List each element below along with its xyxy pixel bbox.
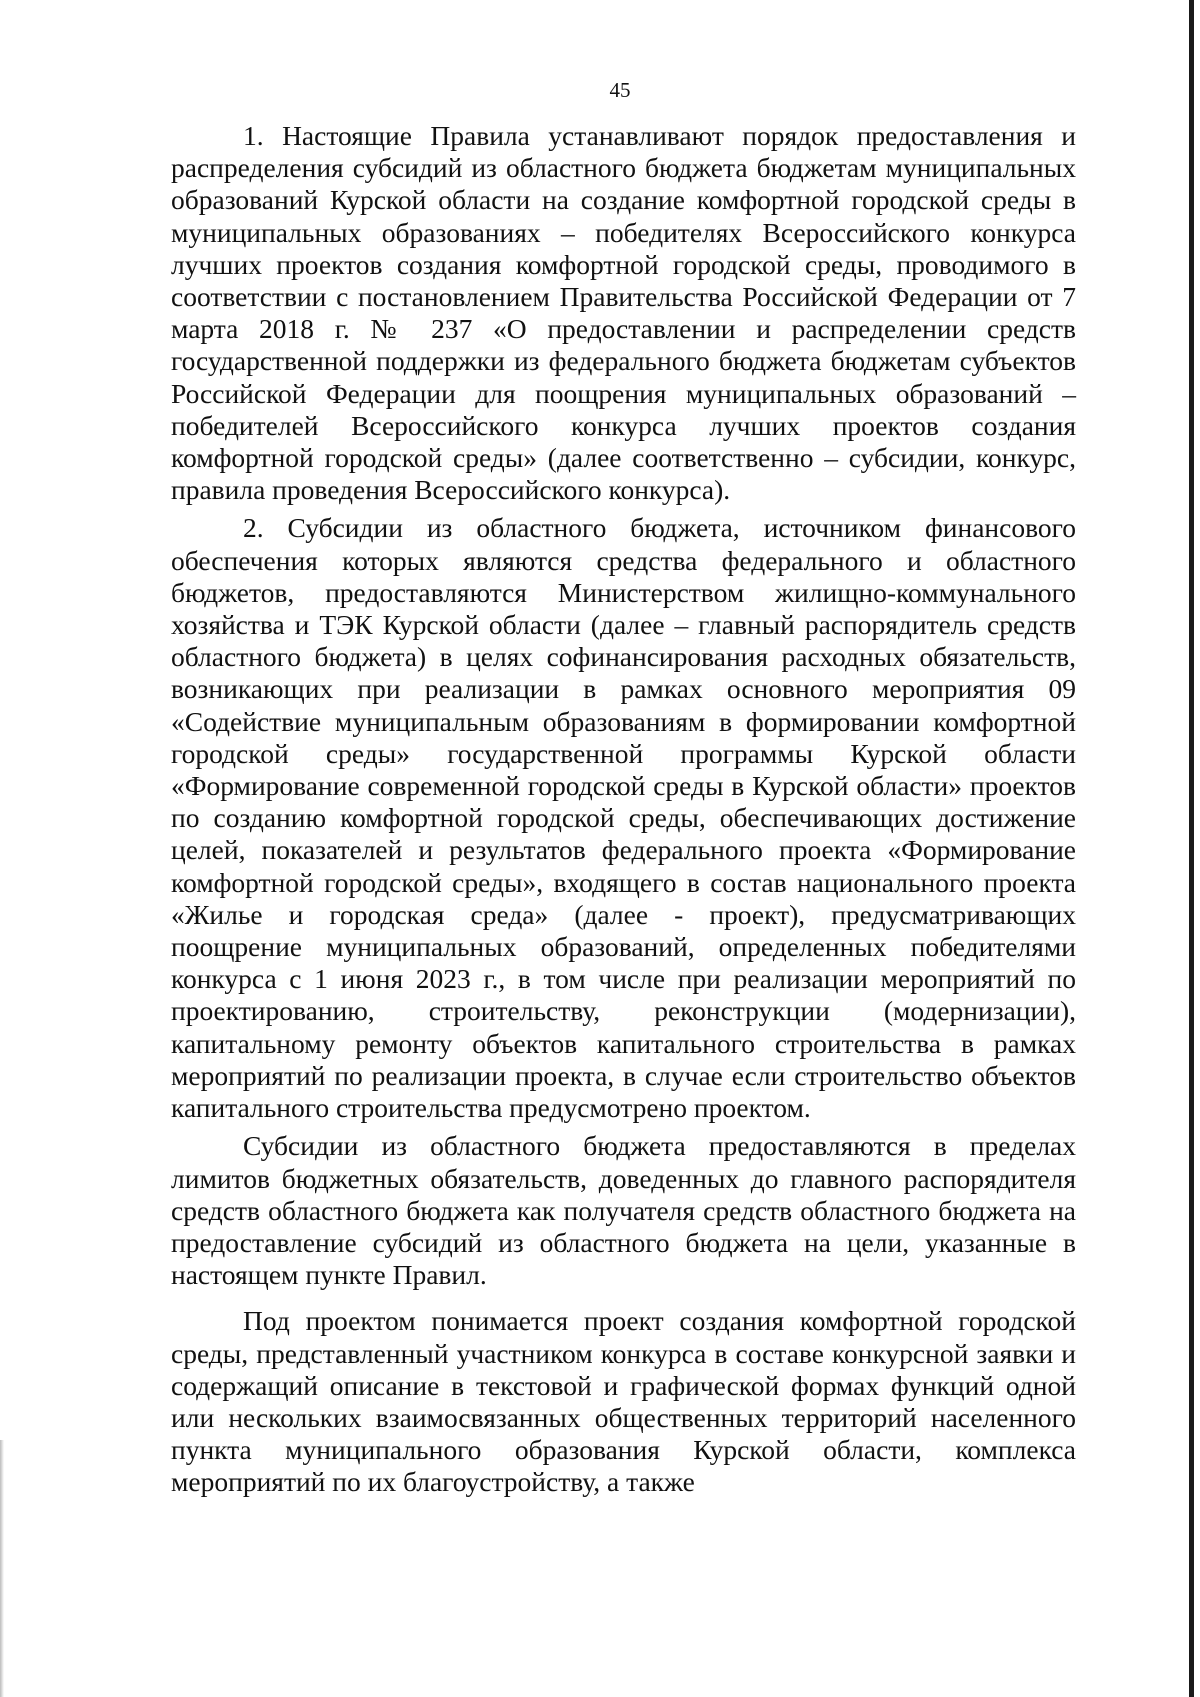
paragraph-3: Субсидии из областного бюджета предоставляются в пределах лимитов бюджетных обязательств, доведенных до главного распорядителя средств областного бюджета как получателя средств областного бюджета на предоставление субсидий из областного бюджета на цели, указанные в настоящем пункте Правил. — [171, 1130, 1076, 1291]
paragraph-1: 1. Настоящие Правила устанавливают порядок предоставления и распределения субсидий из областного бюджета бюджетам муниципальных образований Курской области на создание комфортной городской среды в муниципальных образованиях – победителях Всероссийского конкурса лучших проектов создания комфортной городской среды, проводимого в соответствии с постановлением Правительства Российской Федерации от 7 марта 2018 г. № 237 «О предоставлении и распределении средств государственной поддержки из федерального бюджета бюджетам субъектов Российской Федерации для поощрения муниципальных образований – победителей Всероссийского конкурса лучших проектов создания комфортной городской среды» (далее соответственно – субсидии, конкурс, правила проведения Всероссийского конкурса). — [171, 120, 1076, 506]
scan-shadow-left — [0, 1440, 4, 1697]
paragraph-2: 2. Субсидии из областного бюджета, источником финансового обеспечения которых являются средства федерального и областного бюджетов, предоставляются Министерством жилищно-коммунального хозяйства и ТЭК Курской области (далее – главный распорядитель средств областного бюджета) в целях софинансирования расходных обязательств, возникающих при реализации в рамках основного мероприятия 09 «Содействие муниципальным образованиям в формировании комфортной городской среды» государственной программы Курской области «Формирование современной городской среды в Курской области» проектов по созданию комфортной городской среды, обеспечивающих достижение целей, показателей и результатов федерального проекта «Формирование комфортной городской среды», входящего в состав национального проекта «Жилье и городская среда» (далее - проект), предусматривающих поощрение муниципальных образований, определенных победителями конкурса с 1 июня 2023 г., в том числе при реализации мероприятий по проектированию, строительству, реконструкции (модернизации), капитальному ремонту объектов капитального строительства в рамках мероприятий по реализации проекта, в случае если строительство объектов капитального строительства предусмотрено проектом. — [171, 512, 1076, 1124]
paragraph-4: Под проектом понимается проект создания комфортной городской среды, представленный участником конкурса в составе конкурсной заявки и содержащий описание в текстовой и графической формах функций одной или нескольких взаимосвязанных общественных территорий населенного пункта муниципального образования Курской области, комплекса мероприятий по их благоустройству, а также — [171, 1305, 1076, 1498]
document-body — [171, 120, 1076, 1499]
page-number: 45 — [609, 78, 631, 102]
scan-border-right — [1189, 0, 1194, 1697]
